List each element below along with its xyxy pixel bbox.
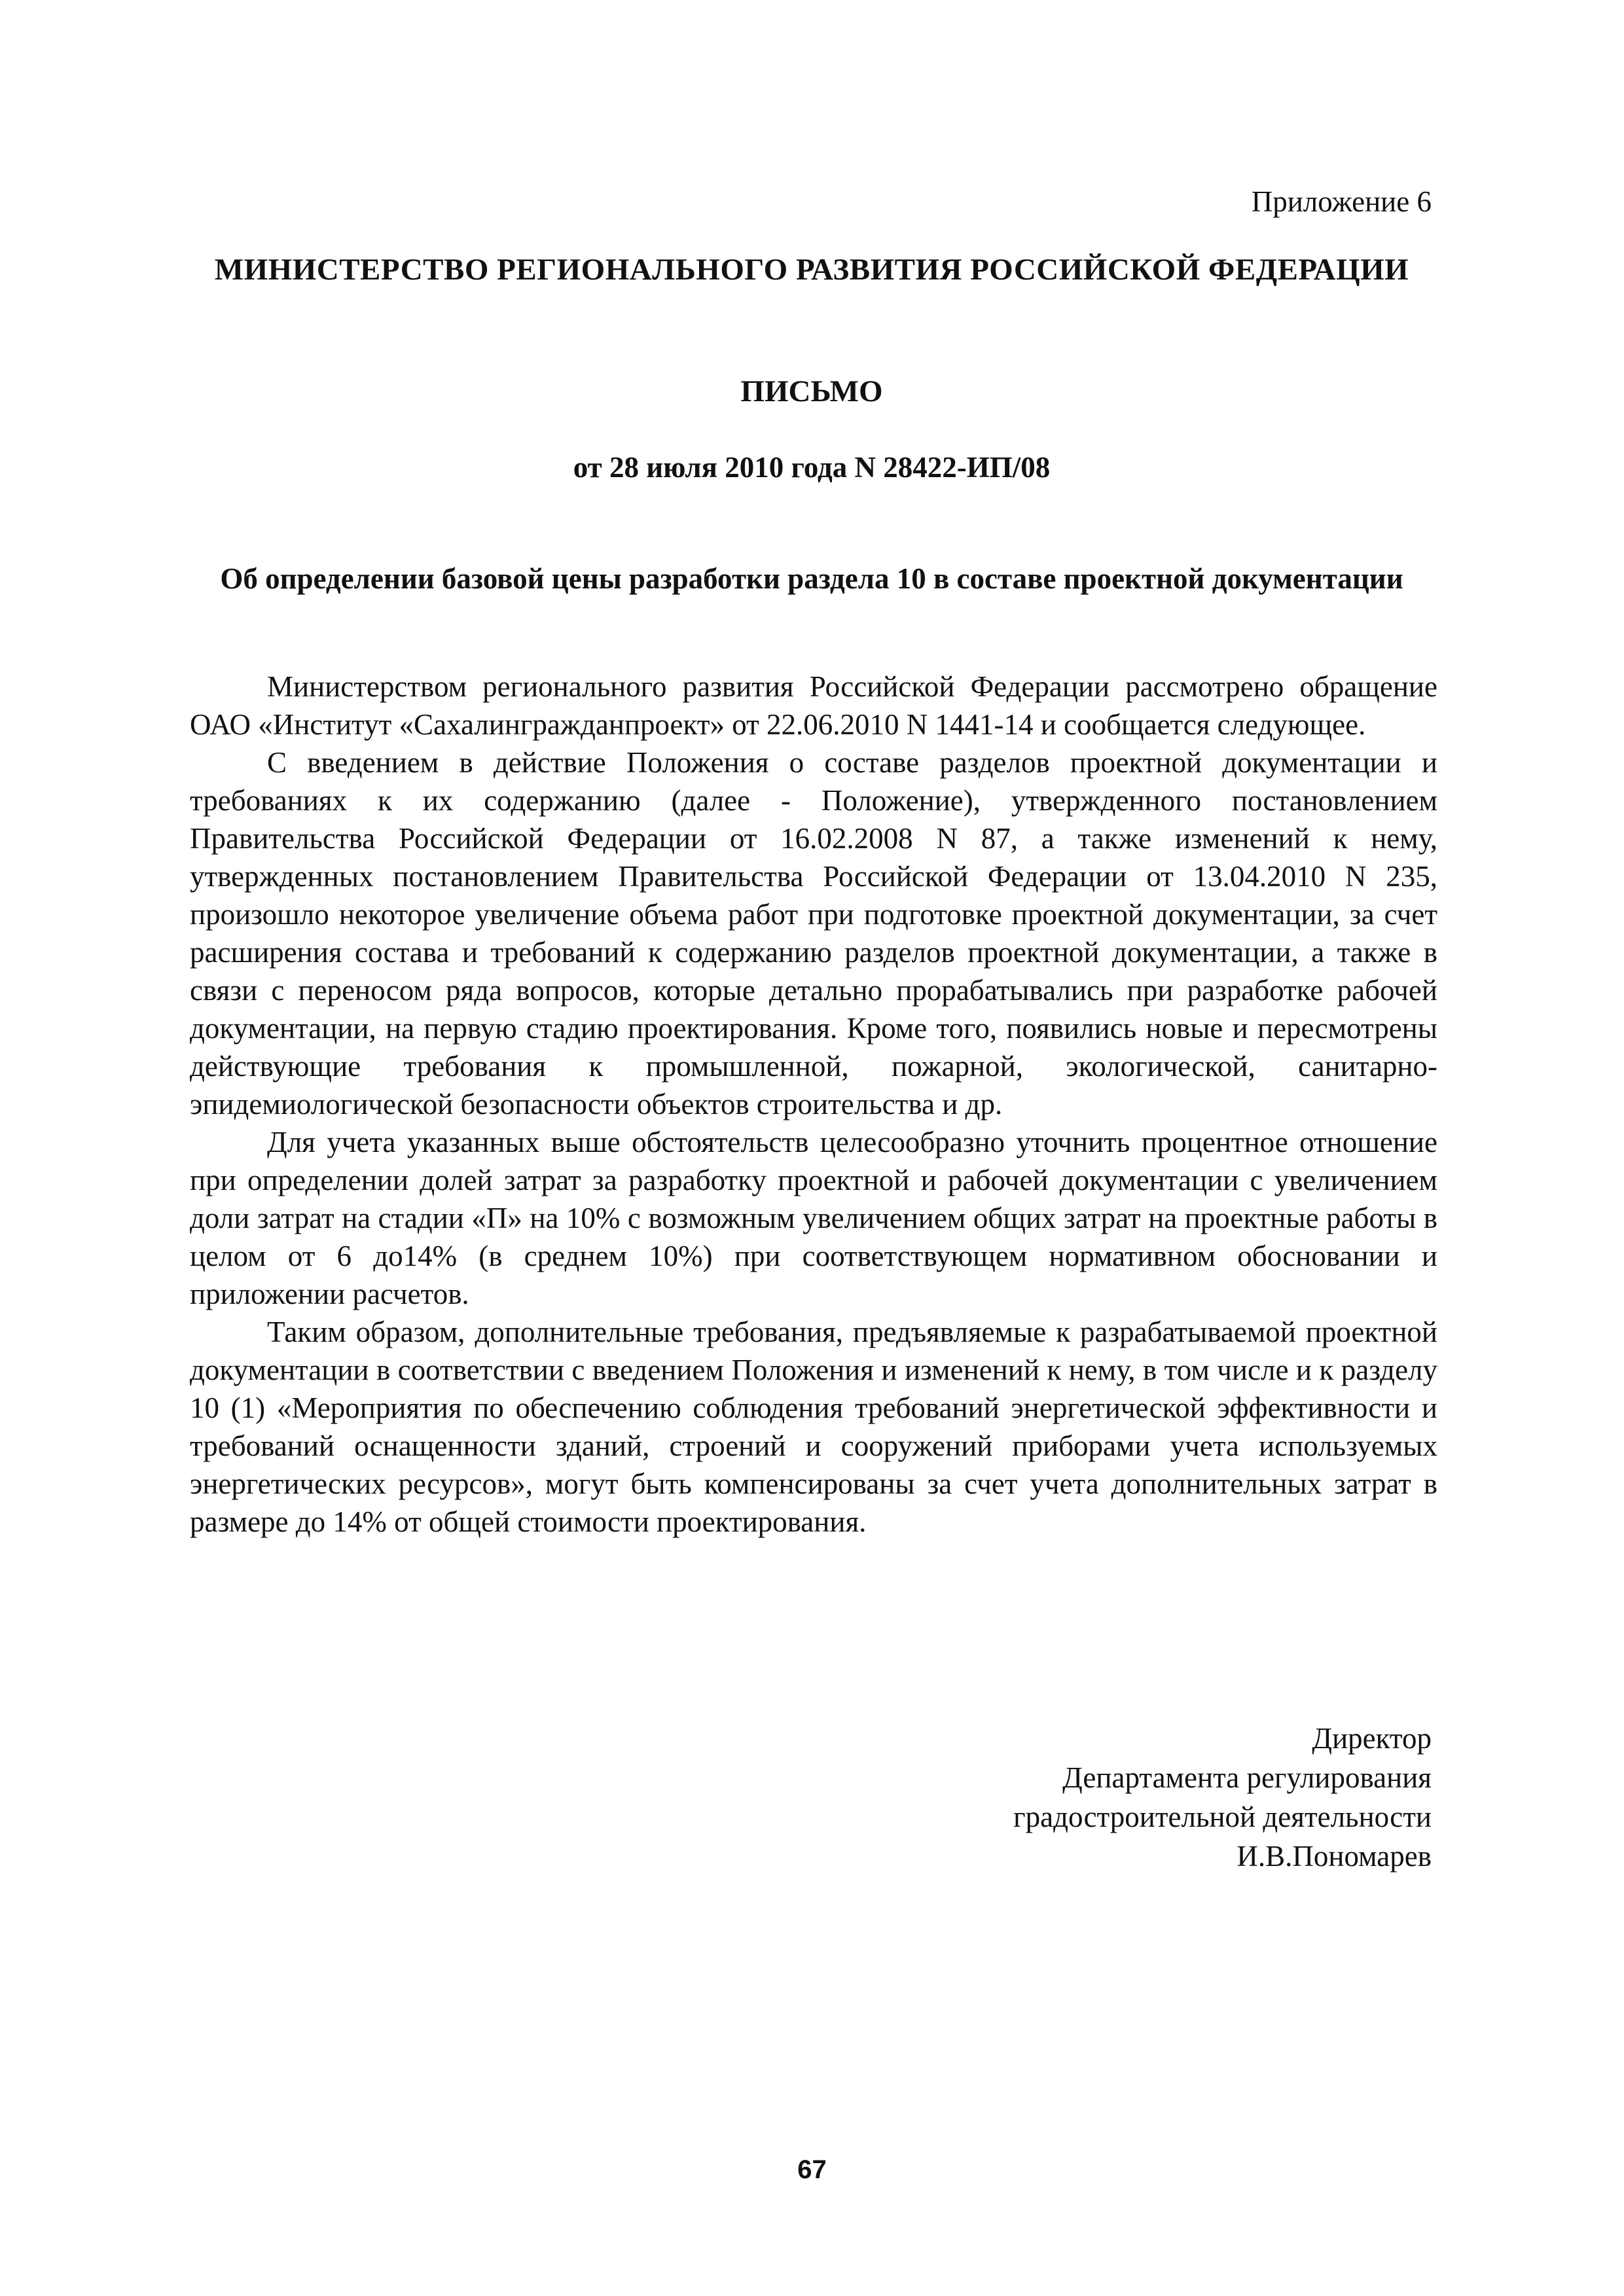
- signatory-position: Директор: [1312, 1722, 1432, 1755]
- body-paragraph: Таким образом, дополнительные требования, предъявляемые к разрабатываемой проектной документации в соответствии с введением Положения и изменений к нему, в том числе и к разделу 10 (1) «Мероприятия по обеспечению соблюдения требований энергетической эффективности и требований оснащенности зданий, строений и сооружений приборами учета используемых энергетических ресурсов», могут быть компенсированы за счет учета дополнительных затрат в размере до 14% от общей стоимости проектирования.: [190, 1316, 1437, 1538]
- letter-body: [190, 668, 1437, 1541]
- signatory-department-line1: Департамента регулирования: [1062, 1761, 1432, 1794]
- page-number: 67: [797, 2155, 827, 2184]
- body-paragraph: С введением в действие Положения о составе разделов проектной документации и требованиях к их содержанию (далее - Положение), утвержденного постановлением Правительства Российской Федерации от 16.02.2008 N 87, а также изменений к нему, утвержденных постановлением Правительства Российской Федерации от 13.04.2010 N 235, произошло некоторое увеличение объема работ при подготовке проектной документации, за счет расширения состава и требований к содержанию разделов проектной документации, а также в связи с переносом ряда вопросов, которые детально прорабатывались при разработке рабочей документации, на первую стадию проектирования. Кроме того, появились новые и пересмотрены действующие требования к промышленной, пожарной, экологической, санитарно-эпидемиологической безопасности объектов строительства и др.: [190, 746, 1437, 1121]
- body-paragraph: Для учета указанных выше обстоятельств целесообразно уточнить процентное отношение при определении долей затрат за разработку проектной и рабочей документации с увеличением доли затрат на стадии «П» на 10% с возможным увеличением общих затрат на проектные работы в целом от 6 до14% (в среднем 10%) при соответствующем нормативном обосновании и приложении расчетов.: [190, 1126, 1437, 1310]
- body-paragraph: Министерством регионального развития Российской Федерации рассмотрено обращение ОАО «Институт «Сахалингражданпроект» от 22.06.2010 N 1441-14 и сообщается следующее.: [190, 670, 1437, 741]
- letter-subject: Об определении базовой цены разработки раздела 10 в составе проектной документации: [220, 562, 1403, 595]
- appendix-label: Приложение 6: [1251, 185, 1432, 218]
- signatory-name: И.В.Пономарев: [1236, 1840, 1432, 1873]
- signatory-department-line2: градостроительной деятельности: [1013, 1801, 1432, 1833]
- letter-date-number: от 28 июля 2010 года N 28422-ИП/08: [573, 451, 1051, 484]
- ministry-title: МИНИСТЕРСТВО РЕГИОНАЛЬНОГО РАЗВИТИЯ РОССИЙСКОЙ ФЕДЕРАЦИИ: [214, 253, 1409, 287]
- signature-block: [1013, 1719, 1432, 1876]
- document-type: ПИСЬМО: [740, 374, 883, 408]
